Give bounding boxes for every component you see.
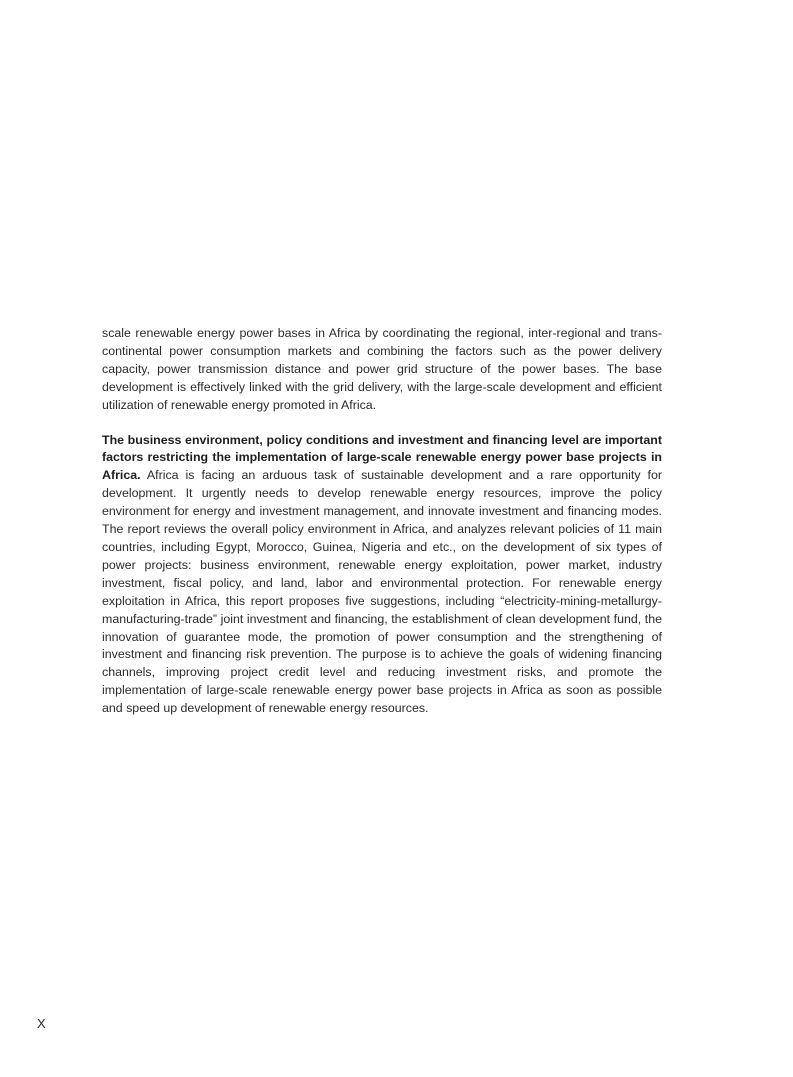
paragraph-1-text: scale renewable energy power bases in Africa by coordinating the regional, inter-regional and trans-continental power consumption markets and combining the factors such as the power delivery capacity, power transmission distance and power grid structure of the power bases. The base development is effectively linked with the grid delivery, with the large-scale development and efficient utilization of renewable energy promoted in Africa. xyxy=(102,326,662,412)
paragraph-2-text: Africa is facing an arduous task of sustainable development and a rare opportunity for development. It urgently needs to develop renewable energy resources, improve the policy environment for energy and investment management, and innovate investment and financing modes. The report reviews the overall policy environment in Africa, and analyzes relevant policies of 11 main countries, including Egypt, Morocco, Guinea, Nigeria and etc., on the development of six types of power projects: business environment, renewable energy exploitation, power market, industry investment, fiscal policy, and land, labor and environmental protection. For renewable energy exploitation in Africa, this report proposes five suggestions, including “electricity-mining-metallurgy-manufacturing-trade” joint investment and financing, the establishment of clean development fund, the innovation of guarantee mode, the promotion of power consumption and the strengthening of investment and financing risk prevention. The purpose is to achieve the goals of widening financing channels, improving project credit level and reducing investment risks, and promote the implementation of large-scale renewable energy power base projects in Africa as soon as possible and speed up development of renewable energy resources. xyxy=(102,468,662,716)
page-number: X xyxy=(37,1016,46,1031)
paragraph-1 xyxy=(102,325,662,415)
paragraph-2-lead: The business environment, policy conditions and investment and financing level are important factors restricting the implementation of large-scale renewable energy power base projects in Africa. xyxy=(102,432,662,483)
body-text xyxy=(102,325,662,718)
paragraph-2 xyxy=(102,432,662,719)
